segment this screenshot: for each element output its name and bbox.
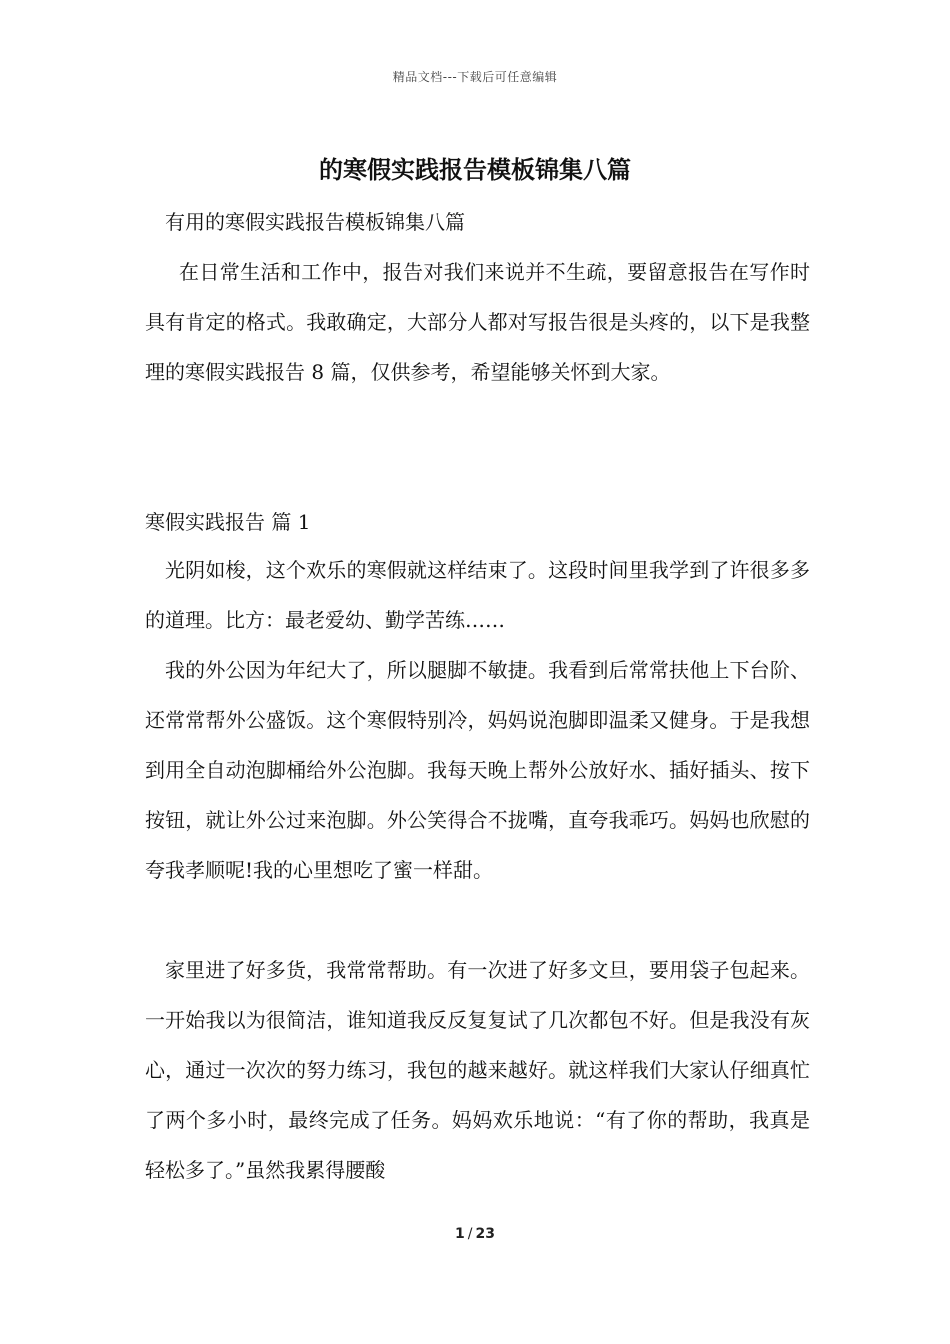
section-heading: 寒假实践报告 篇 1	[145, 510, 311, 534]
page-current: 1	[455, 1226, 465, 1242]
page-number	[0, 1226, 950, 1242]
intro-paragraph: 在日常生活和工作中，报告对我们来说并不生疏，要留意报告在写作时具有肯定的格式。我敢确定，大部分人都对写报告很是头疼的，以下是我整理的寒假实践报告 8 篇，仅供参考，希望能够关怀到大家。	[145, 260, 810, 384]
document-subtitle: 有用的寒假实践报告模板锦集八篇	[165, 210, 465, 234]
body-paragraph: 家里进了好多货，我常常帮助。有一次进了好多文旦，要用袋子包起来。一开始我以为很简洁，谁知道我反反复复试了几次都包不好。但是我没有灰心，通过一次次的努力练习，我包的越来越好。就这样我们大家认仔细真忙了两个多小时，最终完成了任务。妈妈欢乐地说：“有了你的帮助，我真是轻松多了。”虽然我累得腰酸	[145, 958, 810, 1182]
page-separator: /	[467, 1226, 473, 1242]
header-note: 精品文档---下载后可任意编辑	[392, 70, 558, 84]
body-paragraph: 我的外公因为年纪大了，所以腿脚不敏捷。我看到后常常扶他上下台阶、还常常帮外公盛饭。这个寒假特别冷，妈妈说泡脚即温柔又健身。于是我想到用全自动泡脚桶给外公泡脚。我每天晚上帮外公放好水、插好插头、按下按钮，就让外公过来泡脚。外公笑得合不拢嘴，直夸我乖巧。妈妈也欣慰的夸我孝顺呢!我的心里想吃了蜜一样甜。	[145, 658, 810, 882]
page-total: 23	[475, 1226, 495, 1242]
document-title: 的寒假实践报告模板锦集八篇	[319, 155, 631, 184]
body-paragraph: 光阴如梭，这个欢乐的寒假就这样结束了。这段时间里我学到了许很多多的道理。比方：最老爱幼、勤学苦练……	[145, 558, 810, 632]
